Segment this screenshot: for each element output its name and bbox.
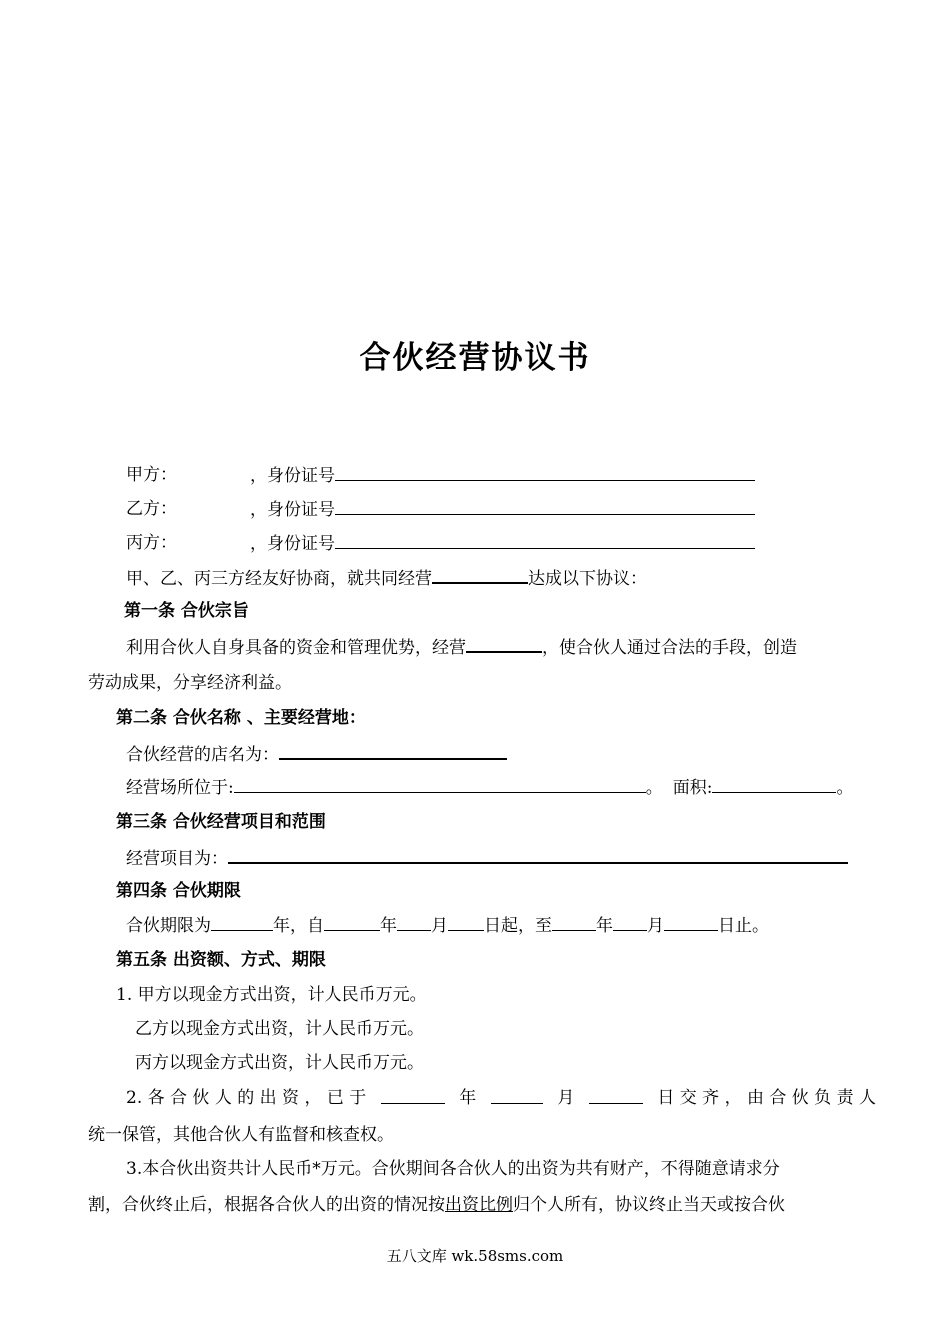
term-years-blank[interactable] bbox=[211, 914, 273, 931]
business-items-line bbox=[126, 846, 848, 870]
store-name-line bbox=[126, 742, 507, 766]
end-year-blank[interactable] bbox=[552, 914, 596, 931]
business-blank[interactable] bbox=[432, 566, 528, 584]
term-text-5: 日起，至 bbox=[484, 916, 552, 936]
area-blank[interactable] bbox=[712, 776, 836, 793]
term-text-8: 日止。 bbox=[718, 916, 769, 936]
party-b-id-label: ，身份证号 bbox=[250, 500, 335, 520]
intro-text-before: 甲、乙、丙三方经友好协商，就共同经营 bbox=[126, 569, 432, 589]
capital-ratio-link[interactable]: 出资比例 bbox=[445, 1195, 513, 1215]
area-period: 。 bbox=[836, 778, 854, 798]
document-title: 合伙经营协议书 bbox=[359, 340, 591, 376]
end-day-blank[interactable] bbox=[664, 914, 718, 931]
contribution-line-3: 丙方以现金方式出资，计人民币万元。 bbox=[135, 1053, 424, 1073]
article-4-heading: 第四条 合伙期限 bbox=[116, 881, 241, 901]
term-text-7: 月 bbox=[647, 916, 664, 936]
article-1-text-before: 利用合伙人自身具备的资金和管理优势，经营 bbox=[126, 638, 466, 658]
store-name-label: 合伙经营的店名为： bbox=[126, 745, 279, 765]
party-a-row bbox=[126, 464, 177, 486]
store-name-blank[interactable] bbox=[279, 742, 507, 760]
party-a-id-label: ，身份证号 bbox=[250, 466, 335, 486]
party-b-row bbox=[126, 498, 177, 520]
footer-watermark: 五八文库 wk.58sms.com bbox=[386, 1247, 564, 1265]
business-items-blank[interactable] bbox=[228, 846, 848, 864]
party-c-id bbox=[250, 532, 755, 555]
start-day-blank[interactable] bbox=[448, 914, 484, 931]
article-2-heading: 第二条 合伙名称 、主要经营地： bbox=[116, 708, 366, 728]
party-a-id-blank[interactable] bbox=[335, 464, 755, 481]
article-1-heading: 第一条 合伙宗旨 bbox=[124, 601, 249, 621]
item-2-text-a: 2. 各 合 伙 人 的 出 资 ， 已 于 bbox=[126, 1088, 367, 1108]
contribution-line-1: 1. 甲方以现金方式出资，计人民币万元。 bbox=[116, 985, 427, 1005]
contribution-item-2-line-1 bbox=[126, 1087, 876, 1109]
item-2-text-b: 年 bbox=[459, 1088, 477, 1108]
party-b-id-blank[interactable] bbox=[335, 498, 755, 515]
start-month-blank[interactable] bbox=[397, 914, 431, 931]
start-year-blank[interactable] bbox=[324, 914, 380, 931]
article-1-line-1 bbox=[126, 635, 797, 659]
location-label: 经营场所位于: bbox=[126, 778, 234, 798]
party-c-row bbox=[126, 532, 177, 554]
article-1-text-after: ，使合伙人通过合法的手段，创造 bbox=[542, 638, 797, 658]
party-b-id bbox=[250, 498, 755, 521]
item-2-year-blank[interactable] bbox=[381, 1087, 445, 1104]
intro-line bbox=[126, 566, 647, 590]
party-c-label: 丙方： bbox=[126, 533, 177, 553]
article-5-heading: 第五条 出资额、方式、期限 bbox=[116, 950, 326, 970]
item-2-day-blank[interactable] bbox=[589, 1087, 643, 1104]
party-c-id-label: ，身份证号 bbox=[250, 534, 335, 554]
item-2-month-blank[interactable] bbox=[491, 1087, 543, 1104]
term-text-1: 合伙期限为 bbox=[126, 916, 211, 936]
location-blank[interactable] bbox=[234, 776, 646, 793]
article-3-heading: 第三条 合伙经营项目和范围 bbox=[116, 812, 326, 832]
contribution-item-3-line-1: 3.本合伙出资共计人民币*万元。合伙期间各合伙人的出资为共有财产，不得随意请求分 bbox=[126, 1159, 780, 1179]
item-3-text-b: 归个人所有，协议终止当天或按合伙 bbox=[513, 1195, 785, 1215]
party-c-id-blank[interactable] bbox=[335, 532, 755, 549]
article-1-business-blank[interactable] bbox=[466, 635, 542, 653]
term-text-6: 年 bbox=[596, 916, 613, 936]
contribution-item-3-line-2 bbox=[88, 1194, 785, 1216]
term-text-4: 月 bbox=[431, 916, 448, 936]
intro-text-after: 达成以下协议： bbox=[528, 569, 647, 589]
location-period: 。 bbox=[645, 778, 663, 798]
location-line bbox=[126, 776, 853, 799]
contribution-item-2-line-2: 统一保管，其他合伙人有监督和核查权。 bbox=[88, 1125, 394, 1145]
business-items-label: 经营项目为： bbox=[126, 849, 228, 869]
term-text-3: 年 bbox=[380, 916, 397, 936]
item-2-text-d: 日 交 齐 ， 由 合 伙 负 责 人 bbox=[657, 1088, 876, 1108]
contribution-line-2: 乙方以现金方式出资，计人民币万元。 bbox=[135, 1019, 424, 1039]
term-text-2: 年，自 bbox=[273, 916, 324, 936]
party-a-id bbox=[250, 464, 755, 487]
item-2-text-c: 月 bbox=[557, 1088, 575, 1108]
party-a-label: 甲方： bbox=[126, 465, 177, 485]
item-3-text-a: 割，合伙终止后，根据各合伙人的出资的情况按 bbox=[88, 1195, 445, 1215]
term-line bbox=[126, 914, 769, 937]
article-1-line-2: 劳动成果，分享经济利益。 bbox=[88, 673, 292, 693]
party-b-label: 乙方： bbox=[126, 499, 177, 519]
area-label: 面积: bbox=[672, 778, 713, 798]
end-month-blank[interactable] bbox=[613, 914, 647, 931]
